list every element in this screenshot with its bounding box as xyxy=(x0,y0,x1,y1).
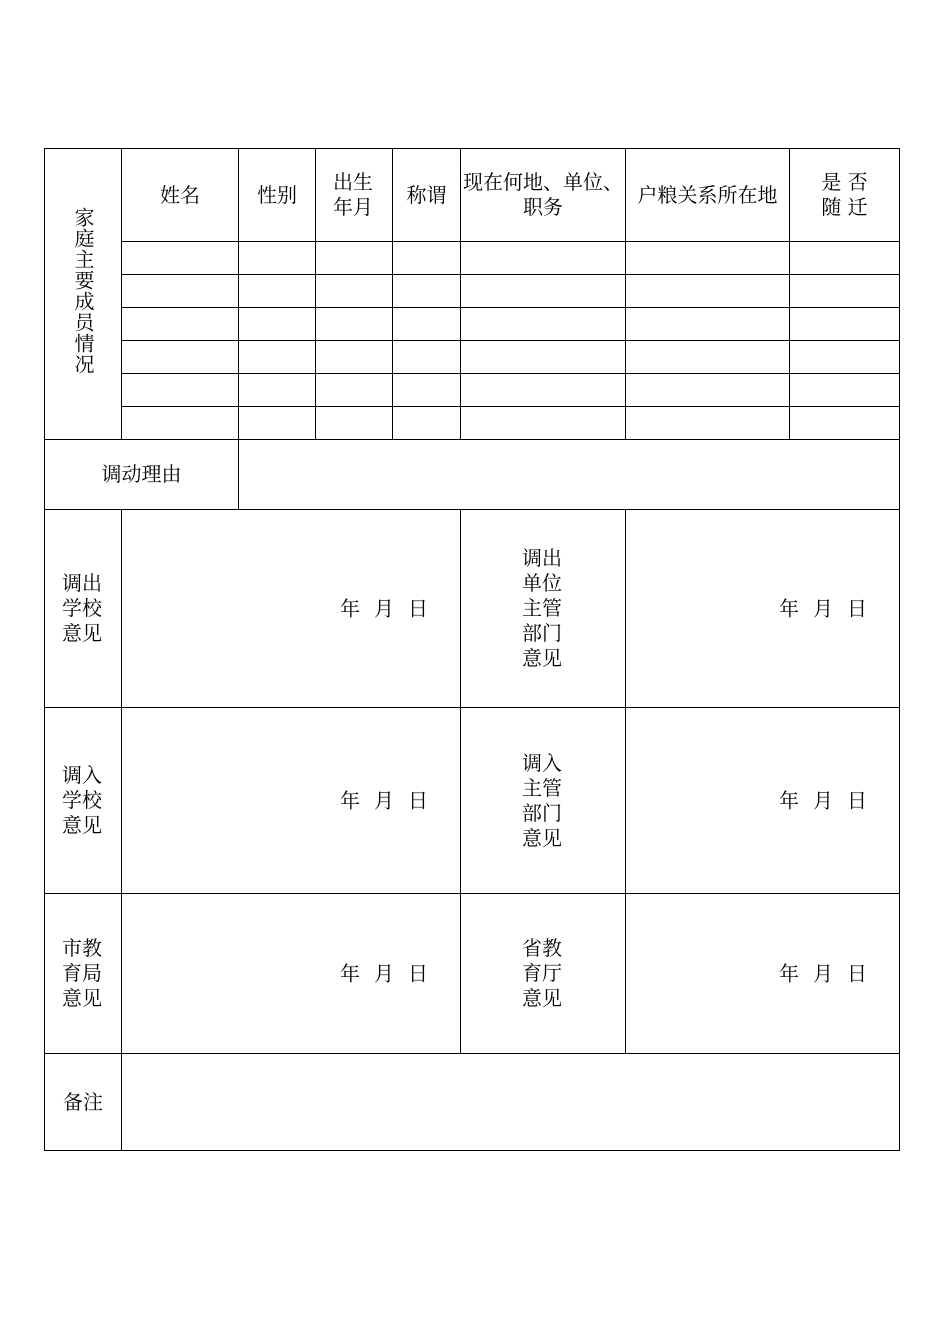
date-month: 月 xyxy=(374,788,394,812)
header-location-unit-position: 现在何地、单位、职务 xyxy=(461,149,626,242)
date-line xyxy=(340,788,428,813)
family-row xyxy=(45,407,900,440)
date-line xyxy=(779,788,867,813)
family-cell[interactable] xyxy=(122,275,239,308)
date-day: 日 xyxy=(408,961,428,985)
outgoing-school-opinion-label: 调出学校意见 xyxy=(62,571,102,645)
provincial-education-dept-opinion-label: 省教育厅意见 xyxy=(522,936,562,1010)
family-cell[interactable] xyxy=(393,374,461,407)
opinion-row-3 xyxy=(45,894,900,1054)
date-month: 月 xyxy=(374,596,394,620)
family-cell[interactable] xyxy=(239,407,316,440)
family-cell[interactable] xyxy=(626,275,790,308)
transfer-reason-field[interactable] xyxy=(239,440,900,510)
date-day: 日 xyxy=(847,788,867,812)
family-cell[interactable] xyxy=(239,374,316,407)
family-cell[interactable] xyxy=(316,407,393,440)
family-cell[interactable] xyxy=(461,308,626,341)
family-cell[interactable] xyxy=(122,341,239,374)
date-month: 月 xyxy=(813,788,833,812)
family-cell[interactable] xyxy=(461,275,626,308)
date-day: 日 xyxy=(847,961,867,985)
family-cell[interactable] xyxy=(393,407,461,440)
date-month: 月 xyxy=(813,596,833,620)
family-cell[interactable] xyxy=(790,407,900,440)
family-cell[interactable] xyxy=(626,407,790,440)
header-relocate: 是 否 随 迁 xyxy=(821,170,868,219)
date-year: 年 xyxy=(340,788,360,812)
family-header-row xyxy=(45,149,900,242)
family-cell[interactable] xyxy=(239,242,316,275)
family-cell[interactable] xyxy=(790,341,900,374)
header-gender: 性别 xyxy=(239,149,316,242)
provincial-education-dept-opinion-field[interactable] xyxy=(626,894,900,1054)
header-birth: 出生年月 xyxy=(333,170,373,219)
family-cell[interactable] xyxy=(393,308,461,341)
family-row xyxy=(45,341,900,374)
incoming-authority-opinion-field[interactable] xyxy=(626,708,900,894)
family-cell[interactable] xyxy=(239,308,316,341)
family-cell[interactable] xyxy=(316,308,393,341)
family-cell[interactable] xyxy=(122,374,239,407)
family-cell[interactable] xyxy=(790,242,900,275)
family-cell[interactable] xyxy=(626,374,790,407)
family-cell[interactable] xyxy=(122,308,239,341)
family-cell[interactable] xyxy=(790,275,900,308)
family-cell[interactable] xyxy=(461,341,626,374)
family-row xyxy=(45,308,900,341)
outgoing-school-opinion-label-cell xyxy=(45,510,122,708)
date-line xyxy=(779,596,867,621)
family-cell[interactable] xyxy=(626,341,790,374)
incoming-school-opinion-field[interactable] xyxy=(122,708,461,894)
date-month: 月 xyxy=(813,961,833,985)
family-cell[interactable] xyxy=(626,308,790,341)
remarks-field[interactable] xyxy=(122,1054,900,1151)
date-year: 年 xyxy=(779,596,799,620)
header-household-registration: 户粮关系所在地 xyxy=(626,149,790,242)
family-row xyxy=(45,242,900,275)
remarks-row xyxy=(45,1054,900,1151)
date-month: 月 xyxy=(374,961,394,985)
header-relocate-cell xyxy=(790,149,900,242)
family-cell[interactable] xyxy=(461,242,626,275)
header-relation: 称谓 xyxy=(393,149,461,242)
remarks-label: 备注 xyxy=(45,1054,122,1151)
family-cell[interactable] xyxy=(461,407,626,440)
header-birth-cell xyxy=(316,149,393,242)
family-cell[interactable] xyxy=(393,242,461,275)
date-line xyxy=(779,961,867,986)
family-cell[interactable] xyxy=(626,242,790,275)
outgoing-school-opinion-field[interactable] xyxy=(122,510,461,708)
date-line xyxy=(340,961,428,986)
opinion-row-1 xyxy=(45,510,900,708)
city-education-bureau-opinion-label-cell xyxy=(45,894,122,1054)
family-cell[interactable] xyxy=(122,407,239,440)
family-cell[interactable] xyxy=(316,374,393,407)
family-cell[interactable] xyxy=(790,374,900,407)
family-cell[interactable] xyxy=(316,275,393,308)
family-cell[interactable] xyxy=(393,341,461,374)
incoming-authority-opinion-label: 调入主管部门意见 xyxy=(522,750,562,850)
date-year: 年 xyxy=(779,961,799,985)
date-line xyxy=(340,596,428,621)
family-cell[interactable] xyxy=(393,275,461,308)
outgoing-authority-opinion-label-cell xyxy=(461,510,626,708)
transfer-reason-label: 调动理由 xyxy=(45,440,239,510)
transfer-reason-row xyxy=(45,440,900,510)
outgoing-authority-opinion-label: 调出单位主管部门意见 xyxy=(522,546,562,670)
family-cell[interactable] xyxy=(122,242,239,275)
city-education-bureau-opinion-field[interactable] xyxy=(122,894,461,1054)
provincial-education-dept-opinion-label-cell xyxy=(461,894,626,1054)
family-cell[interactable] xyxy=(239,275,316,308)
family-cell[interactable] xyxy=(239,341,316,374)
family-cell[interactable] xyxy=(790,308,900,341)
form-table xyxy=(44,148,900,1151)
date-year: 年 xyxy=(340,961,360,985)
outgoing-authority-opinion-field[interactable] xyxy=(626,510,900,708)
family-section-label-cell xyxy=(45,149,122,440)
family-cell[interactable] xyxy=(316,242,393,275)
date-day: 日 xyxy=(847,596,867,620)
incoming-school-opinion-label-cell xyxy=(45,708,122,894)
date-day: 日 xyxy=(408,788,428,812)
date-day: 日 xyxy=(408,596,428,620)
family-cell[interactable] xyxy=(316,341,393,374)
date-year: 年 xyxy=(779,788,799,812)
opinion-row-2 xyxy=(45,708,900,894)
header-name: 姓名 xyxy=(122,149,239,242)
family-row xyxy=(45,275,900,308)
transfer-form xyxy=(44,148,899,1150)
family-row xyxy=(45,374,900,407)
family-section-label: 家庭主要成员情况 xyxy=(71,207,95,375)
city-education-bureau-opinion-label: 市教育局意见 xyxy=(62,936,102,1010)
incoming-authority-opinion-label-cell xyxy=(461,708,626,894)
family-cell[interactable] xyxy=(461,374,626,407)
date-year: 年 xyxy=(340,596,360,620)
incoming-school-opinion-label: 调入学校意见 xyxy=(62,763,102,837)
